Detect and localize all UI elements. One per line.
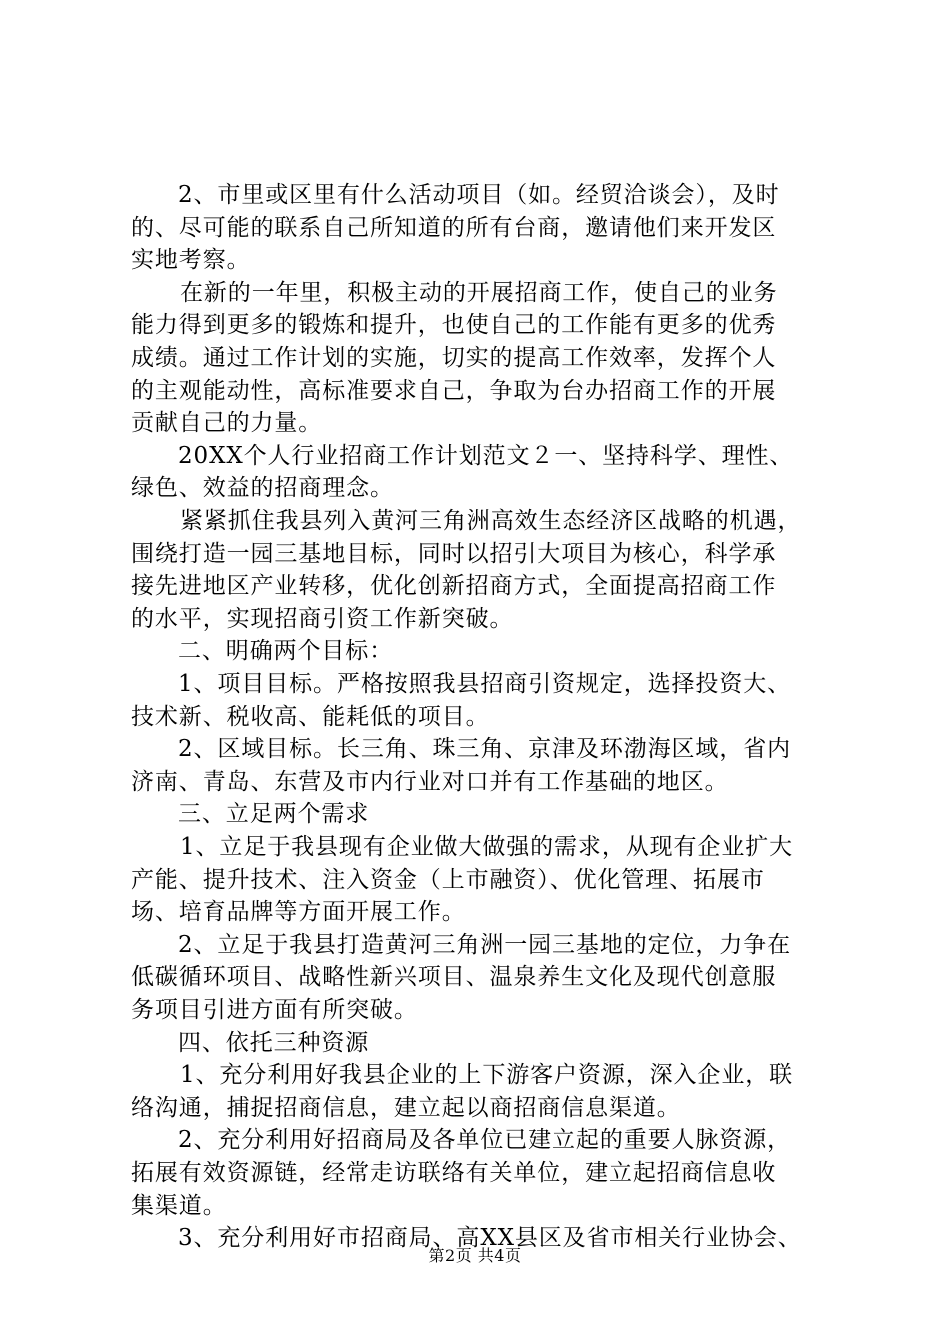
text-line: 络沟通，捕捉招商信息，建立起以商招商信息渠道。	[131, 1095, 681, 1121]
text-line: 三、立足两个需求	[178, 801, 370, 827]
text-line: 拓展有效资源链，经常走访联络有关单位，建立起招商信息收	[131, 1160, 777, 1186]
text-line: 贡献自己的力量。	[131, 410, 323, 436]
text-line: 成绩。通过工作计划的实施，切实的提高工作效率，发挥个人	[131, 345, 777, 371]
text-line: 技术新、税收高、能耗低的项目。	[131, 704, 490, 730]
text-line: 1、项目目标。严格按照我县招商引资规定，选择投资大、	[178, 671, 792, 697]
text-line: 四、依托三种资源	[178, 1030, 370, 1056]
text-line: 3、充分利用好市招商局、高XX县区及省市相关行业协会、	[178, 1225, 802, 1251]
text-line: 场、培育品牌等方面开展工作。	[131, 899, 466, 925]
text-line: 的、尽可能的联系自己所知道的所有台商，邀请他们来开发区	[131, 215, 777, 241]
text-line: 能力得到更多的锻炼和提升，也使自己的工作能有更多的优秀	[131, 312, 777, 338]
text-line: 务项目引进方面有所突破。	[131, 997, 418, 1023]
text-line: 集渠道。	[131, 1193, 227, 1219]
text-line: 的主观能动性，高标准要求自己，争取为台办招商工作的开展	[131, 378, 777, 404]
text-line: 在新的一年里，积极主动的开展招商工作，使自己的业务	[180, 280, 778, 306]
text-line: 二、明确两个目标：	[178, 638, 394, 664]
text-line: 济南、青岛、东营及市内行业对口并有工作基础的地区。	[131, 769, 729, 795]
text-line: 的水平，实现招商引资工作新突破。	[131, 606, 514, 632]
text-line: 紧紧抓住我县列入黄河三角洲高效生态经济区战略的机遇，	[180, 508, 802, 534]
text-line: 接先进地区产业转移，优化创新招商方式，全面提高招商工作	[131, 573, 777, 599]
text-line: 2、立足于我县打造黄河三角洲一园三基地的定位，力争在	[178, 932, 792, 958]
text-line: 实地考察。	[131, 247, 251, 273]
text-line: 20XX个人行业招商工作计划范文２一、坚持科学、理性、	[178, 443, 794, 469]
text-line: 低碳循环项目、战略性新兴项目、温泉养生文化及现代创意服	[131, 964, 777, 990]
text-line: 2、充分利用好招商局及各单位已建立起的重要人脉资源，	[178, 1127, 792, 1153]
text-line: 1、立足于我县现有企业做大做强的需求，从现有企业扩大	[180, 834, 794, 860]
text-line: 2、市里或区里有什么活动项目（如。经贸洽谈会），及时	[178, 182, 780, 208]
text-line: 绿色、效益的招商理念。	[131, 475, 394, 501]
text-line: 1、充分利用好我县企业的上下游客户资源，深入企业，联	[180, 1062, 794, 1088]
text-line: 围绕打造一园三基地目标，同时以招引大项目为核心，科学承	[131, 541, 777, 567]
page-footer: 第2页 共4页	[428, 1246, 522, 1265]
text-line: 产能、提升技术、注入资金（上市融资）、优化管理、拓展市	[131, 867, 765, 893]
text-line: 2、区域目标。长三角、珠三角、京津及环渤海区域，省内	[178, 736, 792, 762]
